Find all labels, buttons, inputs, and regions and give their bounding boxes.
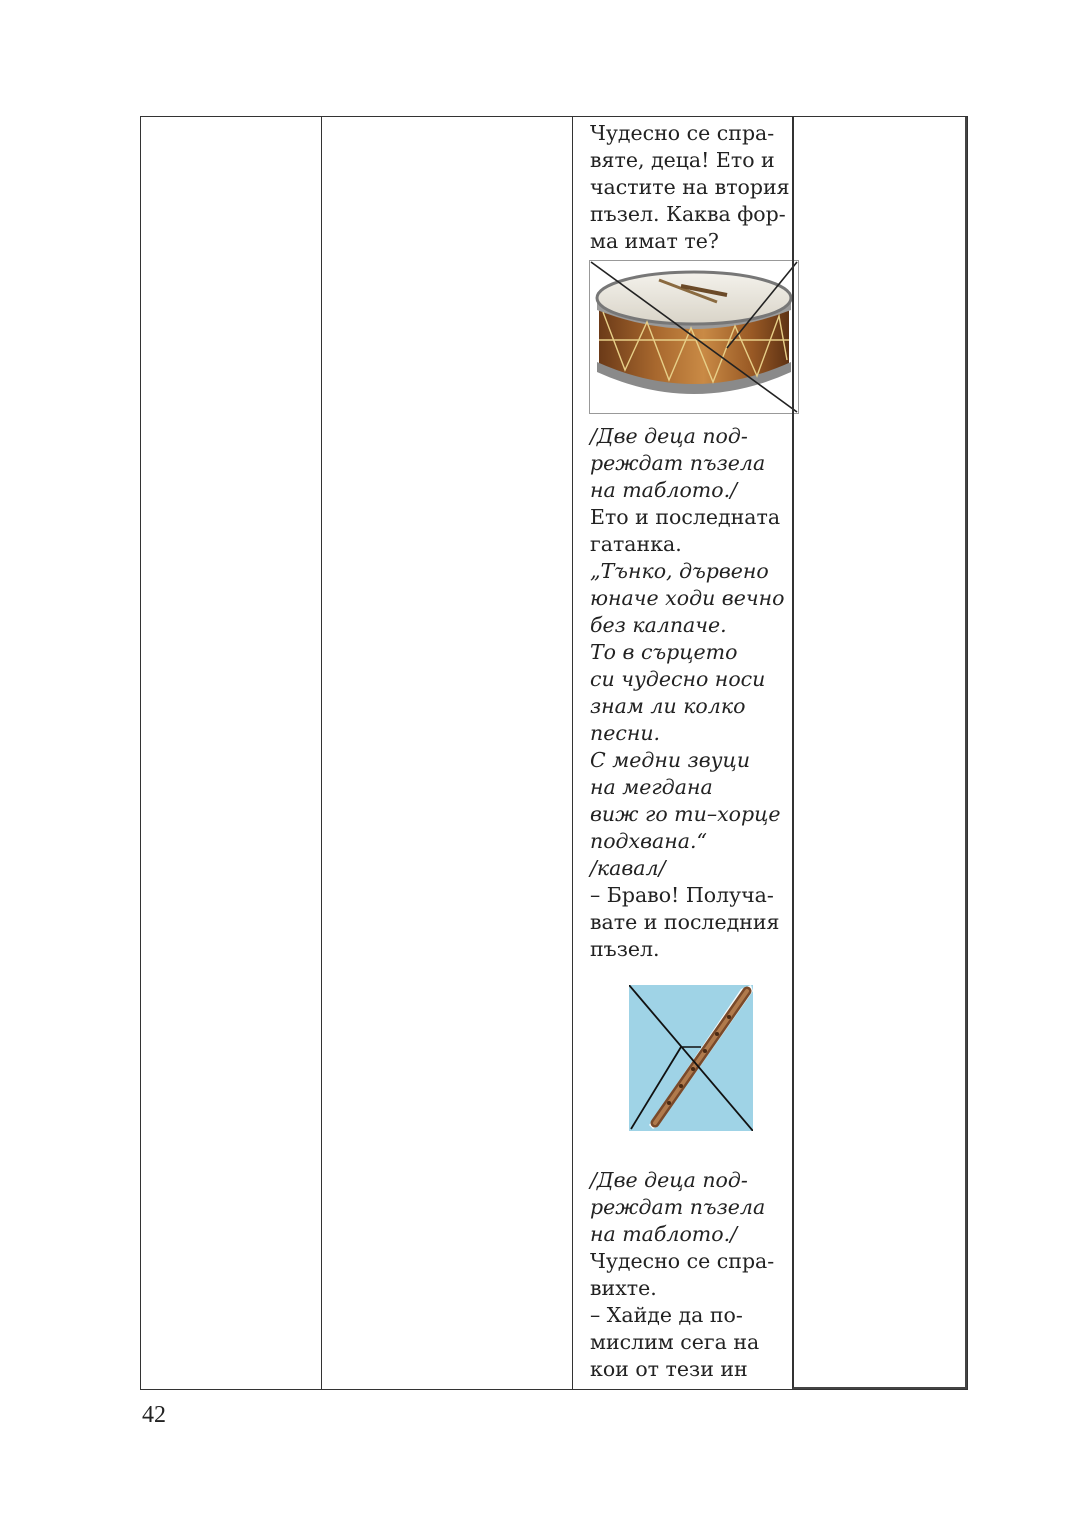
- text-line: реждат пъзела: [590, 451, 766, 475]
- stage-direction: [590, 1167, 791, 1248]
- activity-cell: [581, 117, 791, 1389]
- stage-direction: [590, 423, 791, 504]
- text-line: вате и последния: [590, 910, 780, 934]
- text-line: на таблото./: [590, 1222, 738, 1246]
- paragraph-intro: [590, 120, 791, 255]
- text-line: Ето и последната: [590, 505, 781, 529]
- notes-column: [792, 117, 967, 1389]
- text-line: знам ли колко: [590, 694, 746, 718]
- text-line: кои от тези ин: [590, 1357, 748, 1381]
- paragraph-praise: [590, 882, 791, 963]
- text-line: си чудесно носи: [590, 667, 766, 691]
- text-line: /Две деца под-: [590, 424, 748, 448]
- text-line: Чудесно се спра-: [590, 1249, 775, 1273]
- text-line: на мегдана: [590, 775, 713, 799]
- text-line: пъзел. Каква фор-: [590, 202, 786, 226]
- riddle: [590, 558, 791, 882]
- riddle-answer: /кавал/: [590, 856, 666, 880]
- paragraph-closing: [590, 1248, 791, 1383]
- text-line: мислим сега на: [590, 1330, 760, 1354]
- text-line: То в сърцето: [590, 640, 738, 664]
- text-line: С медни звуци: [590, 748, 751, 772]
- text-line: „Тънко, дървено: [590, 559, 769, 583]
- text-line: частите на втория: [590, 175, 790, 199]
- page-number: 42: [142, 1402, 166, 1428]
- kaval-puzzle-image: [629, 985, 753, 1131]
- text-line: виж го ти–хорце: [590, 802, 781, 826]
- column-divider: [572, 117, 573, 1389]
- lesson-table: [140, 116, 968, 1390]
- text-line: Чудесно се спра-: [590, 121, 775, 145]
- text-line: пъзел.: [590, 937, 660, 961]
- text-line: /Две деца под-: [590, 1168, 748, 1192]
- text-line: ма имат те?: [590, 229, 719, 253]
- text-line: реждат пъзела: [590, 1195, 766, 1219]
- text-line: – Хайде да по-: [590, 1303, 743, 1327]
- text-line: подхвана.“: [590, 829, 707, 853]
- text-line: – Браво! Получа-: [590, 883, 774, 907]
- text-line: без калпаче.: [590, 613, 727, 637]
- column-divider: [321, 117, 322, 1389]
- drum-puzzle-image: [589, 260, 799, 414]
- text-line: песни.: [590, 721, 661, 745]
- text-line: вихте.: [590, 1276, 657, 1300]
- text-line: гатанка.: [590, 532, 682, 556]
- text-line: юначе ходи вечно: [590, 586, 785, 610]
- text-line: на таблото./: [590, 478, 738, 502]
- text-line: вяте, деца! Ето и: [590, 148, 775, 172]
- paragraph-riddle-intro: [590, 504, 791, 558]
